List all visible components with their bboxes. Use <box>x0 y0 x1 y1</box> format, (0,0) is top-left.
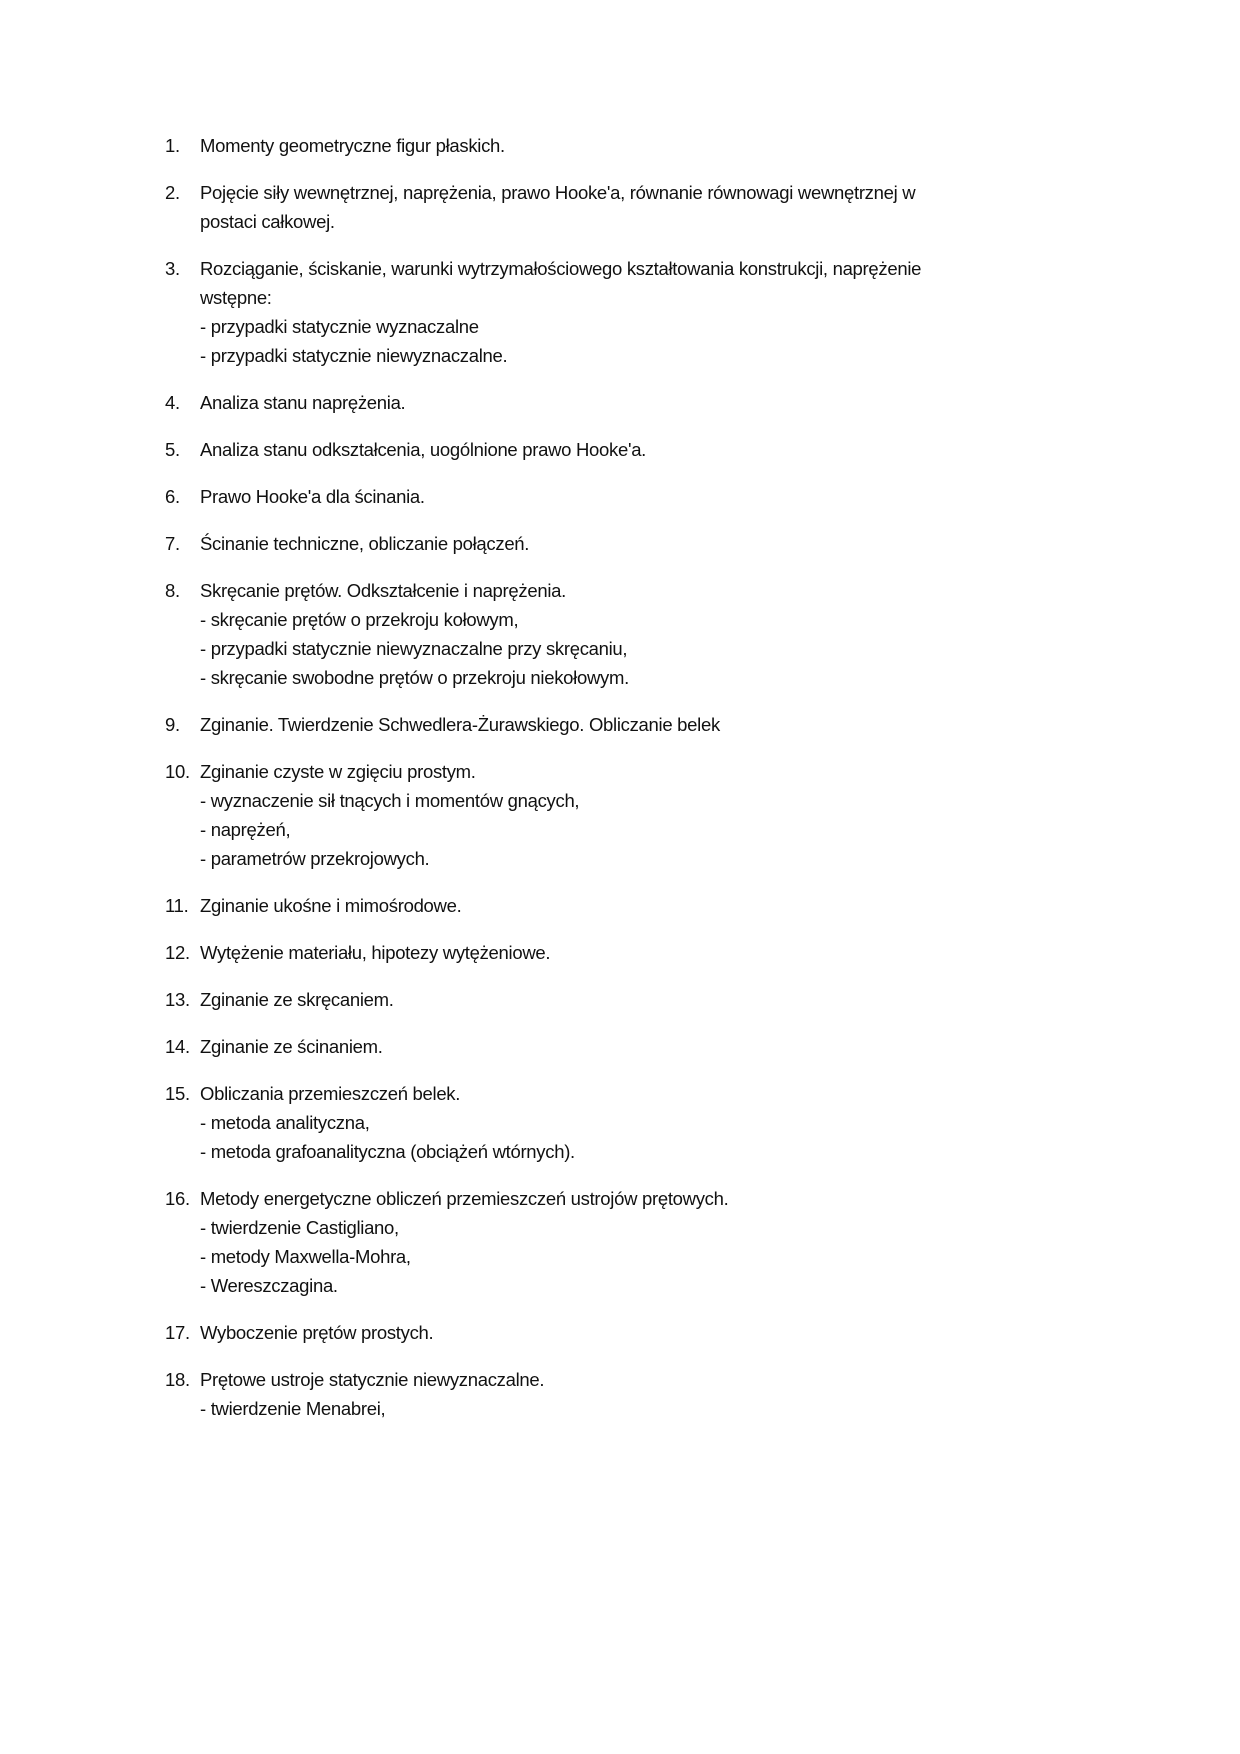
item-number: 8. <box>165 580 180 601</box>
list-item <box>165 1079 1065 1166</box>
item-body <box>200 938 550 967</box>
sub-item: - przypadki statycznie niewyznaczalne. <box>200 345 508 366</box>
list-item <box>165 1032 1065 1061</box>
item-number: 16. <box>165 1188 190 1209</box>
list-item <box>165 482 1065 511</box>
item-body <box>200 576 629 692</box>
sub-item: - skręcanie prętów o przekroju kołowym, <box>200 609 519 630</box>
sub-item: - metoda analityczna, <box>200 1112 370 1133</box>
item-body <box>200 1032 383 1061</box>
item-body <box>200 1318 433 1347</box>
sub-item: - metody Maxwella-Mohra, <box>200 1246 411 1267</box>
sub-item: - przypadki statycznie niewyznaczalne przy skręcaniu, <box>200 638 628 659</box>
item-body <box>200 178 915 236</box>
list-item <box>165 1365 1065 1423</box>
item-text-line: Ścinanie techniczne, obliczanie połączeń. <box>200 533 530 554</box>
list-item <box>165 938 1065 967</box>
list-item <box>165 254 1065 370</box>
list-item <box>165 178 1065 236</box>
item-number: 2. <box>165 182 180 203</box>
item-text-line: Momenty geometryczne figur płaskich. <box>200 135 505 156</box>
item-number: 4. <box>165 392 180 413</box>
item-number: 9. <box>165 714 180 735</box>
sub-item: - przypadki statycznie wyznaczalne <box>200 316 479 337</box>
list-item <box>165 576 1065 692</box>
item-number: 14. <box>165 1036 190 1057</box>
list-item <box>165 710 1065 739</box>
topic-list <box>165 131 1065 1441</box>
sub-item: - twierdzenie Menabrei, <box>200 1398 386 1419</box>
item-number: 6. <box>165 486 180 507</box>
item-text-line: Zginanie ze skręcaniem. <box>200 989 394 1010</box>
item-number: 1. <box>165 135 180 156</box>
item-text-line: postaci całkowej. <box>200 211 335 232</box>
item-body <box>200 482 425 511</box>
list-item <box>165 1184 1065 1300</box>
item-number: 15. <box>165 1083 190 1104</box>
item-body <box>200 254 921 370</box>
item-number: 18. <box>165 1369 190 1390</box>
item-text-line: Prawo Hooke'a dla ścinania. <box>200 486 425 507</box>
item-text-line: Rozciąganie, ściskanie, warunki wytrzymałościowego kształtowania konstrukcji, naprężenie <box>200 258 922 279</box>
sub-item: - Wereszczagina. <box>200 1275 338 1296</box>
item-body <box>200 985 394 1014</box>
item-number: 11. <box>165 895 189 916</box>
item-number: 5. <box>165 439 180 460</box>
item-body <box>200 757 579 873</box>
list-item <box>165 891 1065 920</box>
item-text-line: Metody energetyczne obliczeń przemieszczeń ustrojów prętowych. <box>200 1188 729 1209</box>
item-number: 10. <box>165 761 190 782</box>
item-number: 7. <box>165 533 180 554</box>
list-item <box>165 1318 1065 1347</box>
sub-item: - parametrów przekrojowych. <box>200 848 430 869</box>
item-text-line: Analiza stanu naprężenia. <box>200 392 406 413</box>
item-text-line: Wyboczenie prętów prostych. <box>200 1322 434 1343</box>
list-item <box>165 757 1065 873</box>
item-text-line: Skręcanie prętów. Odkształcenie i naprężenia. <box>200 580 566 601</box>
item-body <box>200 891 461 920</box>
sub-item: - metoda grafoanalityczna (obciążeń wtórnych). <box>200 1141 575 1162</box>
sub-item: - wyznaczenie sił tnących i momentów gnących, <box>200 790 580 811</box>
item-text-line: Prętowe ustroje statycznie niewyznaczalne. <box>200 1369 545 1390</box>
item-text-line: Zginanie. Twierdzenie Schwedlera-Żurawskiego. Obliczanie belek <box>200 714 720 735</box>
item-number: 3. <box>165 258 180 279</box>
item-body <box>200 1184 728 1300</box>
item-number: 17. <box>165 1322 190 1343</box>
item-text-line: Obliczania przemieszczeń belek. <box>200 1083 461 1104</box>
list-item <box>165 529 1065 558</box>
item-body <box>200 131 505 160</box>
item-body <box>200 1079 575 1166</box>
list-item <box>165 985 1065 1014</box>
list-item <box>165 131 1065 160</box>
item-number: 12. <box>165 942 190 963</box>
sub-item: - naprężeń, <box>200 819 291 840</box>
item-body <box>200 1365 544 1423</box>
list-item <box>165 388 1065 417</box>
list-item <box>165 435 1065 464</box>
item-body <box>200 388 405 417</box>
item-text-line: Zginanie czyste w zgięciu prostym. <box>200 761 476 782</box>
sub-item: - twierdzenie Castigliano, <box>200 1217 399 1238</box>
item-body <box>200 435 646 464</box>
sub-item: - skręcanie swobodne prętów o przekroju niekołowym. <box>200 667 629 688</box>
item-text-line: Zginanie ukośne i mimośrodowe. <box>200 895 462 916</box>
item-body <box>200 529 529 558</box>
item-text-line: Analiza stanu odkształcenia, uogólnione prawo Hooke'a. <box>200 439 647 460</box>
item-number: 13. <box>165 989 190 1010</box>
item-text-line: Zginanie ze ścinaniem. <box>200 1036 383 1057</box>
item-text-line: Pojęcie siły wewnętrznej, naprężenia, prawo Hooke'a, równanie równowagi wewnętrznej w <box>200 182 916 203</box>
item-text-line: Wytężenie materiału, hipotezy wytężeniowe. <box>200 942 551 963</box>
item-body <box>200 710 720 739</box>
item-text-line: wstępne: <box>200 287 272 308</box>
